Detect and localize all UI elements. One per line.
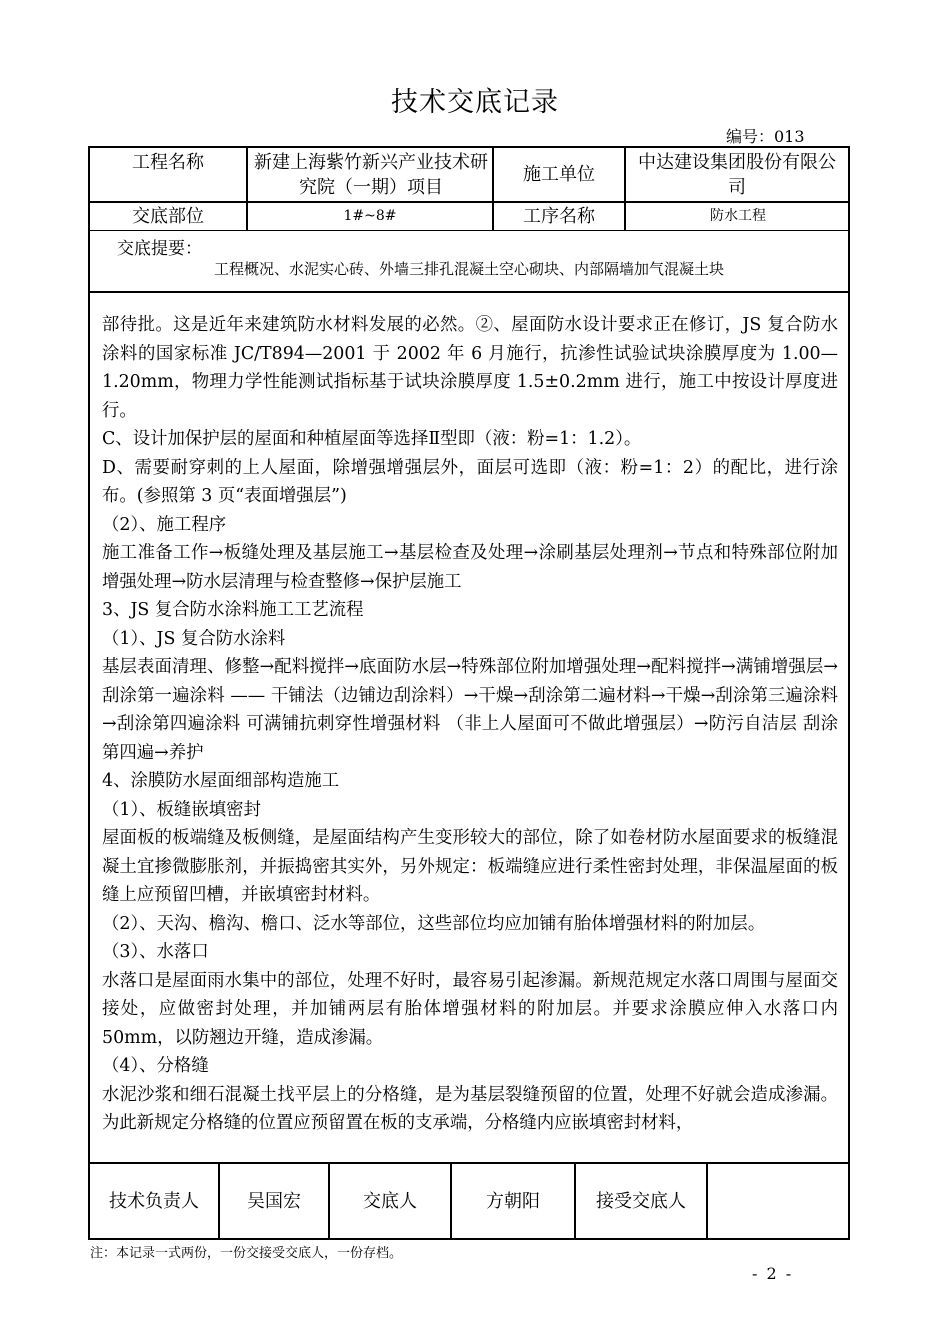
discloser-label: 交底人 (363, 1190, 417, 1212)
header-bottom-divider (88, 230, 850, 231)
body-paragraph: 部待批。这是近年来建筑防水材料发展的必然。②、屋面防水设计要求正在修订，JS 复合防水涂料的国家标准 JC/T894—2001 于 2002 年 6 月施行，抗渗性试验试块涂膜厚度为 1.00—1.20mm，物理力学性能测试指标基于试块涂膜厚度 1.5±0.2mm 进行，施工中按设计厚度进行。 (102, 315, 838, 421)
body-paragraph: D、需要耐穿刺的上人屋面，除增强增强层外，面层可选即（液：粉=1：2）的配比，进行涂布。(参照第 3 页“表面增强层”) (102, 457, 838, 506)
body-paragraph: （3）、水落口 (102, 942, 209, 962)
body-paragraph: 基层表面清理、修整→配料搅拌→底面防水层→特殊部位附加增强处理→配料搅拌→满铺增强层→刮涂第一遍涂料 —— 干铺法（边铺边刮涂料）→干燥→刮涂第二遍材料→干燥→刮涂第三遍涂料→刮涂第四遍涂料 可满铺抗刺穿性增强材料 （非上人屋面可不做此增强层）→防污自洁层 刮涂第四遍→养护 (102, 657, 838, 763)
body-paragraph: （4）、分格缝 (102, 1056, 209, 1076)
page-number: - 2 - (752, 1264, 794, 1283)
summary-bottom-divider (88, 291, 850, 293)
location-value: 1#~8# (343, 208, 397, 224)
body-paragraph: C、设计加保护层的屋面和种植屋面等选择Ⅱ型即（液：粉=1：1.2）。 (102, 429, 642, 449)
receiver-label: 接受交底人 (596, 1190, 686, 1212)
project-name-value: 新建上海紫竹新兴产业技术研究院（一期）项目 (254, 151, 488, 198)
process-value: 防水工程 (710, 208, 766, 224)
body-paragraph: 屋面板的板端缝及板侧缝，是屋面结构产生变形较大的部位，除了如卷材防水屋面要求的板缝混凝土宜掺微膨胀剂，并振捣密其实外，另外规定：板端缝应进行柔性密封处理，非保温屋面的板缝上应预留凹槽，并嵌填密封材料。 (102, 828, 838, 905)
document-title: 技术交底记录 (391, 87, 559, 118)
serial-number: 编号：013 (726, 127, 805, 146)
contractor-value: 中达建设集团股份有限公司 (638, 151, 836, 198)
body-paragraph: 水落口是屋面雨水集中的部位，处理不好时，最容易引起渗漏。新规范规定水落口周围与屋面交接处，应做密封处理，并加铺两层有胎体增强材料的附加层。并要求涂膜应伸入水落口内 50mm，以防翘边开缝，造成渗漏。 (102, 970, 838, 1048)
body-paragraph: （1）、JS 复合防水涂料 (102, 628, 286, 649)
summary-label: 交底提要： (117, 239, 202, 259)
body-paragraph: （2）、施工程序 (102, 514, 227, 535)
body-paragraph: 施工准备工作→板缝处理及基层施工→基层检查及处理→涂刷基层处理剂→节点和特殊部位附加增强处理→防水层清理与检查整修→保护层施工 (102, 543, 838, 592)
receiver-value (708, 1164, 848, 1238)
body-paragraph: （1）、板缝嵌填密封 (102, 799, 261, 820)
discloser-value: 方朝阳 (486, 1190, 540, 1212)
location-label: 交底部位 (132, 206, 204, 227)
tech-lead-label: 技术负责人 (109, 1190, 199, 1212)
project-name-label: 工程名称 (132, 151, 204, 173)
body-paragraph: 水泥沙浆和细石混凝土找平层上的分格缝，是为基层裂缝预留的位置，处理不好就会造成渗漏。为此新规定分格缝的位置应预留置在板的支承端，分格缝内应嵌填密封材料， (102, 1084, 838, 1133)
body-paragraph: 4、涂膜防水屋面细部构造施工 (102, 771, 340, 791)
process-label: 工序名称 (523, 206, 595, 227)
tech-lead-value: 吴国宏 (247, 1190, 301, 1212)
summary-text: 工程概况、水泥实心砖、外墙三排孔混凝土空心砌块、内部隔墙加气混凝土块 (213, 260, 724, 278)
body-paragraph: （2）、天沟、檐沟、檐口、泛水等部位，这些部位均应加铺有胎体增强材料的附加层。 (102, 913, 766, 934)
disclosure-body (102, 311, 838, 1138)
footnote: 注：本记录一式两份，一份交接受交底人，一份存档。 (90, 1246, 403, 1261)
body-paragraph: 3、JS 复合防水涂料施工工艺流程 (102, 600, 364, 620)
contractor-label: 施工单位 (523, 164, 595, 185)
